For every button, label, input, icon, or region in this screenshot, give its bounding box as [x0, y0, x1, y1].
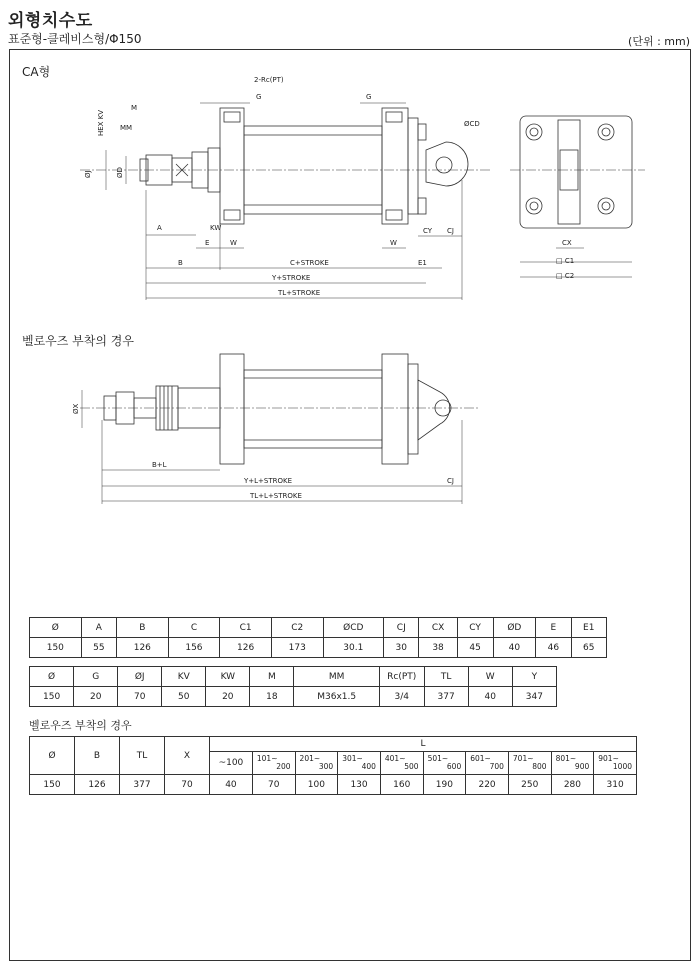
table-cell: 190 [423, 775, 466, 795]
table-header-row [30, 667, 557, 687]
l-range-top: 901~ [598, 754, 619, 763]
table-cell: 347 [512, 687, 556, 707]
l-range-cell [295, 752, 338, 775]
l-range-cell [380, 752, 423, 775]
l-range-top: 101~ [256, 754, 278, 763]
label-tl-l-stroke: TL+L+STROKE [250, 492, 302, 500]
table-cell: 150 [30, 687, 74, 707]
table-cell: 30.1 [323, 638, 384, 658]
l-range-bottom: 600 [446, 762, 462, 771]
l-range-top: 701~ [512, 754, 534, 763]
table-header-cell: B [75, 737, 120, 775]
table-cell: 46 [536, 638, 571, 658]
label-a: A [157, 224, 162, 232]
table-header-cell: M [250, 667, 294, 687]
table-header-cell: CX [419, 618, 457, 638]
table-header-cell: C [168, 618, 220, 638]
spec-table-bellows [29, 736, 637, 795]
l-range-bottom: 800 [532, 762, 547, 771]
table-cell: 3/4 [379, 687, 424, 707]
table-header-cell: Y [512, 667, 556, 687]
label-e: E [205, 239, 210, 247]
label-kw: KW [210, 224, 222, 232]
l-range-top: 401~ [384, 754, 406, 763]
table-header-cell: Ø [30, 618, 82, 638]
label-c-stroke: C+STROKE [290, 259, 329, 267]
label-tl-stroke: TL+STROKE [278, 289, 321, 297]
table-cell: 20 [206, 687, 250, 707]
label-b: B [178, 259, 183, 267]
label-g-left: G [256, 93, 262, 101]
table-header-cell: B [117, 618, 169, 638]
label-b-l: B+L [152, 461, 167, 469]
bellows-section-label: 벨로우즈 부착의 경우 [22, 334, 134, 348]
l-range-cell [423, 752, 466, 775]
table-cell: 126 [75, 775, 120, 795]
unit-label: (단위 : mm) [628, 35, 690, 48]
table-header-cell: C2 [271, 618, 323, 638]
label-phi-x: ØX [72, 403, 80, 414]
table-cell: 100 [295, 775, 338, 795]
l-range-cell [594, 752, 637, 775]
l-range-bottom: 200 [276, 762, 291, 771]
table-header-cell: ØJ [118, 667, 162, 687]
table-header-cell: W [468, 667, 512, 687]
page-title: 외형치수도 [8, 11, 93, 31]
table-row [30, 638, 607, 658]
table-cell: 50 [162, 687, 206, 707]
table-header-cell: E [536, 618, 571, 638]
table-cell: 45 [457, 638, 493, 658]
label-y-l-stroke: Y+L+STROKE [244, 477, 293, 485]
spec-table-1 [29, 617, 607, 658]
table-cell: 150 [30, 775, 75, 795]
l-range-bottom: 300 [318, 762, 334, 771]
table-cell: 250 [508, 775, 551, 795]
bellows-table-label: 벨로우즈 부착의 경우 [29, 719, 132, 732]
cylinder-end-view [510, 116, 645, 277]
l-range-cell [252, 752, 295, 775]
l-range-cell [338, 752, 381, 775]
spec-table-2 [29, 666, 557, 707]
table-header-cell: TL [120, 737, 165, 775]
table-cell: 70 [118, 687, 162, 707]
table-cell: 280 [551, 775, 594, 795]
table-cell: 377 [424, 687, 468, 707]
page-subtitle: 표준형-클레비스형/Φ150 [8, 32, 142, 46]
label-c2: □ C2 [556, 272, 575, 280]
table-header-cell: Ø [30, 737, 75, 775]
table-row [30, 687, 557, 707]
l-range-bottom: 400 [361, 762, 376, 771]
table-cell: 18 [250, 687, 294, 707]
label-phi-d: ØD [116, 167, 124, 178]
label-y-stroke: Y+STROKE [272, 274, 311, 282]
table-header-cell: A [81, 618, 116, 638]
label-mm: MM [120, 124, 133, 132]
label-cj: CJ [447, 227, 454, 235]
table-header-cell: Rc(PT) [379, 667, 424, 687]
table-cell: 55 [81, 638, 116, 658]
l-range-top: 201~ [299, 754, 321, 763]
table-header-cell: TL [424, 667, 468, 687]
l-range-bottom: 500 [404, 762, 419, 771]
l-range-top: 501~ [427, 754, 449, 763]
l-range-cell [551, 752, 594, 775]
label-m: M [131, 104, 138, 112]
label-cx: CX [562, 239, 572, 247]
label-w-left: W [230, 239, 237, 247]
label-g-right: G [366, 93, 372, 101]
table-cell: 150 [30, 638, 82, 658]
table-cell: 156 [168, 638, 220, 658]
table-cell: 38 [419, 638, 457, 658]
table-cell: 173 [271, 638, 323, 658]
l-range-bottom: 1000 [612, 762, 632, 771]
table-cell: 310 [594, 775, 637, 795]
table-cell: 70 [165, 775, 210, 795]
table-cell: 70 [252, 775, 295, 795]
table-header-cell: KW [206, 667, 250, 687]
label-c1: □ C1 [556, 257, 575, 265]
table-cell: 130 [338, 775, 381, 795]
table-cell: 220 [466, 775, 509, 795]
table-header-cell: C1 [220, 618, 272, 638]
table-cell: 377 [120, 775, 165, 795]
l-range-bottom: 900 [574, 762, 590, 771]
label-w-right: W [390, 239, 397, 247]
table-header-row [30, 618, 607, 638]
label-phi-cd: ØCD [464, 120, 480, 128]
label-cj-bellows: CJ [447, 477, 454, 485]
table-cell: 65 [571, 638, 607, 658]
table-row [30, 775, 637, 795]
ca-type-label: CA형 [22, 65, 51, 79]
l-range-cell [508, 752, 551, 775]
table-header-cell: CY [457, 618, 493, 638]
table-cell: 126 [220, 638, 272, 658]
table-cell: 40 [468, 687, 512, 707]
l-range-top: 601~ [470, 754, 491, 763]
label-e1: E1 [418, 259, 427, 267]
l-range-bottom: 700 [489, 762, 504, 771]
table-cell: 20 [74, 687, 118, 707]
table-cell: 126 [117, 638, 169, 658]
table-header-cell: X [165, 737, 210, 775]
label-cy: CY [423, 227, 433, 235]
table-header-cell: ØCD [323, 618, 384, 638]
table-header-cell: MM [294, 667, 380, 687]
l-range-cell [466, 752, 509, 775]
table-cell: 40 [210, 775, 253, 795]
label-phi-j: ØJ [84, 170, 92, 178]
table-header-cell: KV [162, 667, 206, 687]
table-cell: M36x1.5 [294, 687, 380, 707]
l-range-cell: ~100 [210, 752, 253, 775]
table-cell: 30 [384, 638, 419, 658]
l-range-top: 301~ [342, 754, 363, 763]
table-header-cell: E1 [571, 618, 607, 638]
table-cell: 40 [493, 638, 536, 658]
label-hex-kv: HEX KV [97, 109, 105, 136]
cylinder-side-view [80, 103, 490, 300]
table-header-cell: Ø [30, 667, 74, 687]
table-header-row [30, 737, 637, 752]
label-rc-pt: 2-Rc(PT) [254, 76, 284, 84]
table-header-cell-l: L [210, 737, 637, 752]
table-cell: 160 [380, 775, 423, 795]
l-range-top: 801~ [555, 754, 577, 763]
table-header-cell: CJ [384, 618, 419, 638]
table-header-cell: G [74, 667, 118, 687]
table-header-cell: ØD [493, 618, 536, 638]
